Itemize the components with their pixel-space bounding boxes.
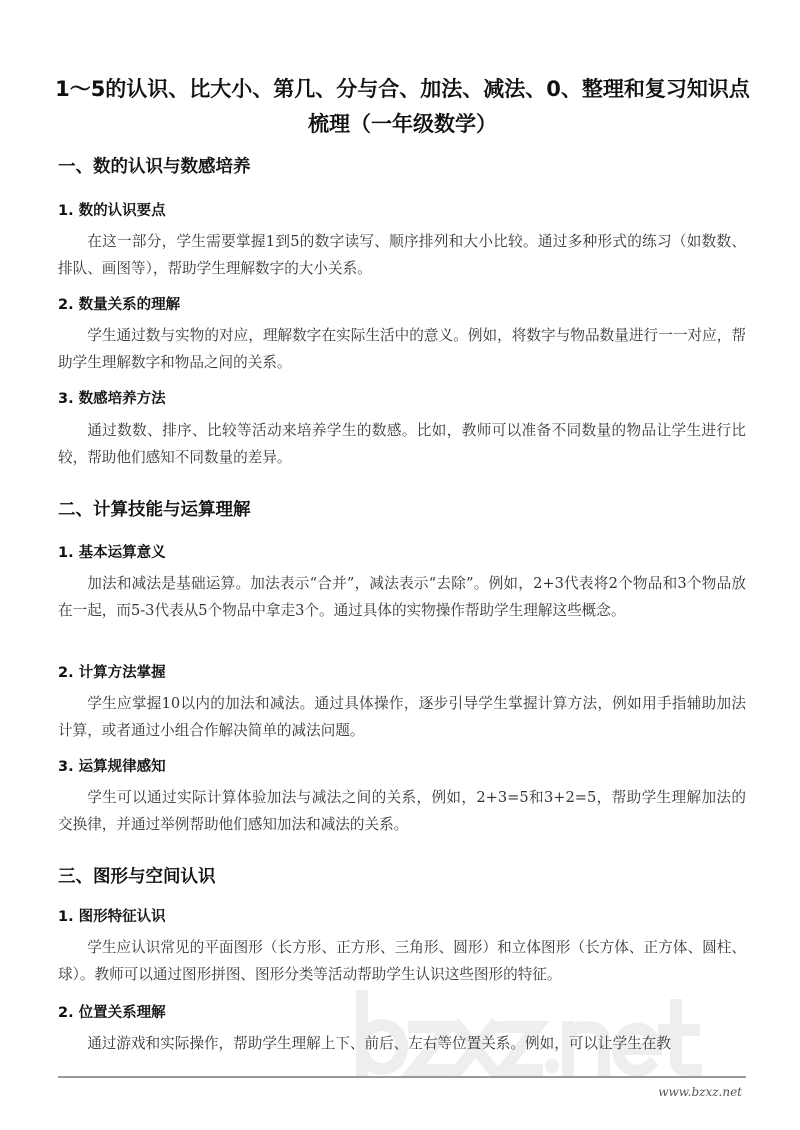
subsection-heading: 2. 计算方法掌握 [58,665,166,681]
section-heading: 三、图形与空间认识 [58,867,216,887]
paragraph: 学生应认识常见的平面图形（长方形、正方形、三角形、圆形）和立体图形（长方体、正方体、圆柱、球）。教师可以通过图形拼图、图形分类等活动帮助学生认识这些图形的特征。 [58,939,746,983]
subsection-heading: 2. 位置关系理解 [58,1005,166,1021]
paragraph: 学生应掌握10以内的加法和减法。通过具体操作，逐步引导学生掌握计算方法，例如用手指辅助加法计算，或者通过小组合作解决简单的减法问题。 [58,695,746,739]
subsection-heading: 1. 数的认识要点 [58,203,166,219]
subsection-heading: 3. 数感培养方法 [58,391,166,407]
paragraph: 在这一部分，学生需要掌握1到5的数字读写、顺序排列和大小比较。通过多种形式的练习（如数数、排队、画图等），帮助学生理解数字的大小关系。 [58,233,746,277]
paragraph: 通过数数、排序、比较等活动来培养学生的数感。比如，教师可以准备不同数量的物品让学生进行比较，帮助他们感知不同数量的差异。 [58,422,746,466]
section-heading: 一、数的认识与数感培养 [58,157,251,177]
footer-url: www.bzxz.net [658,1085,742,1099]
subsection-heading: 1. 基本运算意义 [58,545,166,561]
page-title: 1～5的认识、比大小、第几、分与合、加法、减法、0、整理和复习知识点梳理（一年级数学） [55,77,750,136]
paragraph: 加法和减法是基础运算。加法表示“合并”，减法表示“去除”。例如，2+3代表将2个物品和3个物品放在一起，而5-3代表从5个物品中拿走3个。通过具体的实物操作帮助学生理解这些概念。 [58,575,746,619]
subsection-heading: 1. 图形特征认识 [58,909,166,925]
paragraph: 学生通过数与实物的对应，理解数字在实际生活中的意义。例如，将数字与物品数量进行一一对应，帮助学生理解数字和物品之间的关系。 [58,327,746,371]
footer-divider [58,1076,746,1078]
subsection-heading: 3. 运算规律感知 [58,759,166,775]
subsection-heading: 2. 数量关系的理解 [58,297,181,313]
paragraph: 通过游戏和实际操作，帮助学生理解上下、前后、左右等位置关系。例如，可以让学生在教 [87,1035,671,1052]
paragraph: 学生可以通过实际计算体验加法与减法之间的关系，例如，2+3=5和3+2=5，帮助学生理解加法的交换律，并通过举例帮助他们感知加法和减法的关系。 [58,789,746,833]
section-heading: 二、计算技能与运算理解 [58,500,251,520]
